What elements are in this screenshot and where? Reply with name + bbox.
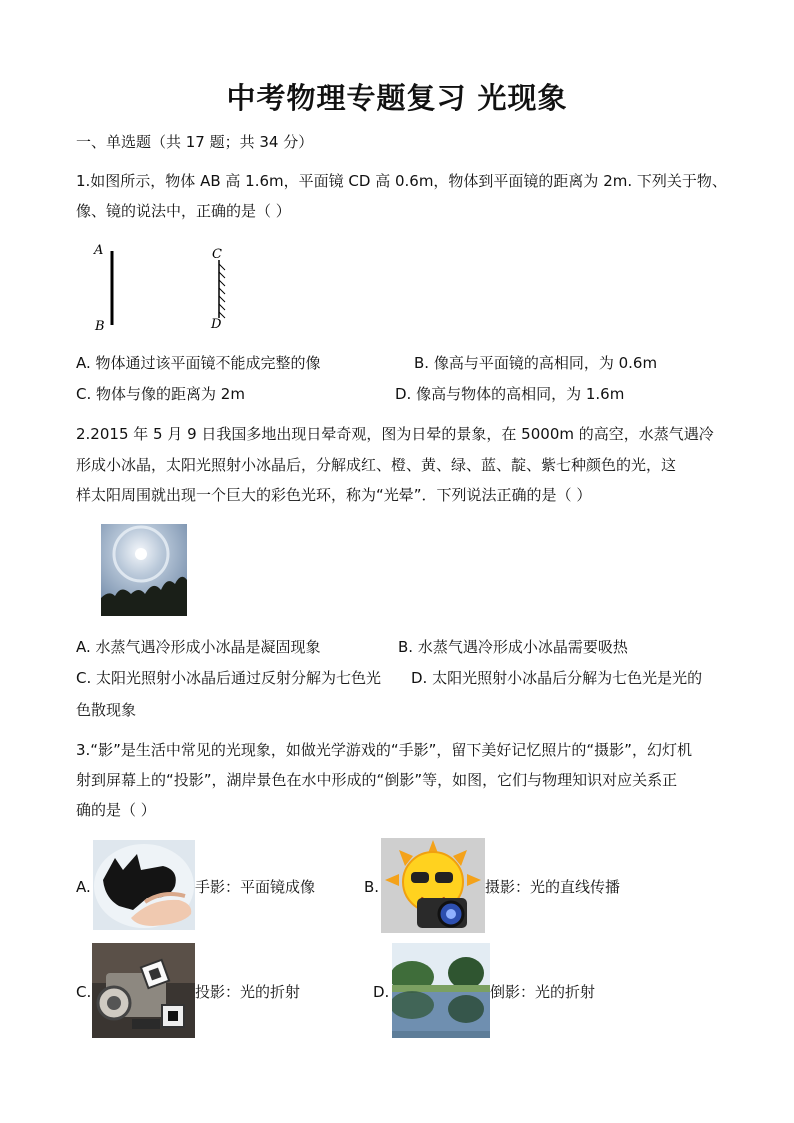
hand-shadow-photo xyxy=(93,840,195,930)
lake-reflection-photo xyxy=(392,943,490,1038)
q3-option-c-text[interactable]: 投影：光的折射 xyxy=(195,983,301,1001)
label-d: D xyxy=(211,317,222,332)
q3-option-d-letter[interactable]: D. xyxy=(373,983,390,1001)
q3-option-b-text[interactable]: 摄影：光的直线传播 xyxy=(485,878,621,896)
page-title: 中考物理专题复习 光现象 xyxy=(226,81,568,115)
q1-stem-line-2: 像、镜的说法中，正确的是（ ） xyxy=(76,202,291,220)
q3-option-c-letter[interactable]: C. xyxy=(76,983,92,1001)
q1-option-c[interactable]: C. 物体与像的距离为 2m xyxy=(76,385,245,403)
q3-stem-line-3: 确的是（ ） xyxy=(76,801,156,819)
q2-stem-line-3: 样太阳周围就出现一个巨大的彩色光环，称为“光晕”．下列说法正确的是（ ） xyxy=(76,486,592,504)
q1-option-d[interactable]: D. 像高与物体的高相同，为 1.6m xyxy=(395,385,625,403)
q2-option-d-line-2[interactable]: 色散现象 xyxy=(76,701,137,719)
label-c: C xyxy=(212,247,222,262)
q2-option-b[interactable]: B. 水蒸气遇冷形成小冰晶需要吸热 xyxy=(398,638,628,656)
q2-option-a[interactable]: A. 水蒸气遇冷形成小冰晶是凝固现象 xyxy=(76,638,321,656)
q3-stem-line-2: 射到屏幕上的“投影”，湖岸景色在水中形成的“倒影”等，如图，它们与物理知识对应关系正 xyxy=(76,771,678,789)
q2-stem-line-1: 2.2015 年 5 月 9 日我国多地出现日晕奇观，图为日晕的景象，在 5000m 的高空，水蒸气遇冷 xyxy=(76,425,714,443)
label-b: B xyxy=(95,319,105,334)
q1-option-b[interactable]: B. 像高与平面镜的高相同，为 0.6m xyxy=(414,354,658,372)
q1-mirror-diagram xyxy=(88,238,238,338)
sun-halo-photo xyxy=(101,524,187,616)
slide-projector-photo xyxy=(92,943,195,1038)
q3-option-b-letter[interactable]: B. xyxy=(364,878,380,896)
q2-option-c[interactable]: C. 太阳光照射小冰晶后通过反射分解为七色光 xyxy=(76,669,382,687)
section-heading: 一、单选题（共 17 题；共 34 分） xyxy=(76,133,314,151)
q2-option-d-line-1[interactable]: D. 太阳光照射小冰晶后分解为七色光是光的 xyxy=(411,669,703,687)
q3-option-a-letter[interactable]: A. xyxy=(76,878,91,896)
q1-stem-line-1: 1.如图所示，物体 AB 高 1.6m，平面镜 CD 高 0.6m，物体到平面镜的距离为 2m. 下列关于物、 xyxy=(76,172,727,190)
q3-option-d-text[interactable]: 倒影：光的折射 xyxy=(490,983,596,1001)
q2-stem-line-2: 形成小冰晶，太阳光照射小冰晶后，分解成红、橙、黄、绿、蓝、靛、紫七种颜色的光，这 xyxy=(76,456,677,474)
sun-camera-cartoon xyxy=(381,838,485,933)
q3-option-a-text[interactable]: 手影：平面镜成像 xyxy=(195,878,316,896)
q3-stem-line-1: 3.“影”是生活中常见的光现象，如做光学游戏的“手影”，留下美好记忆照片的“摄影”，幻灯机 xyxy=(76,741,692,759)
q1-option-a[interactable]: A. 物体通过该平面镜不能成完整的像 xyxy=(76,354,321,372)
label-a: A xyxy=(94,243,104,258)
